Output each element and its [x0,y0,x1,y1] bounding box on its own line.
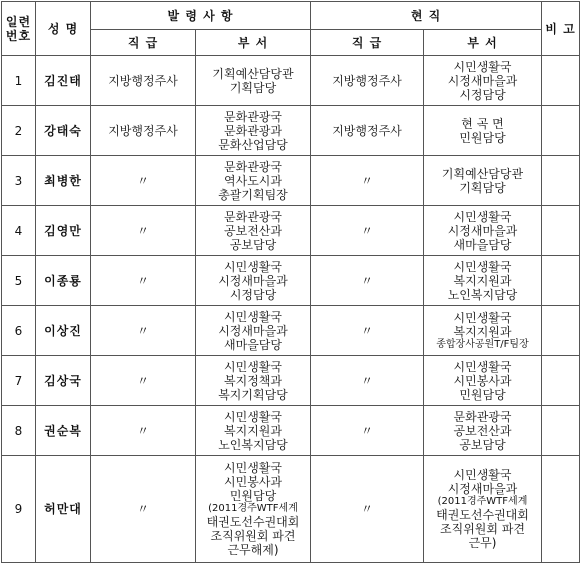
current-dept-line: 시민생활국 [453,359,512,374]
current-dept [424,306,542,356]
before-dept-line: 시민봉사과 [224,475,282,489]
before-dept-line: 시정담당 [229,287,277,302]
current-dept-line: 시정담당 [459,87,506,102]
current-dept [424,106,542,156]
before-dept-line: 문화관광국 [224,209,282,224]
header-serial-line1: 일련 [5,14,32,29]
before-rank: 〃 [91,356,196,406]
before-dept-line: 기획예산담당관 [212,66,294,81]
header-current-dept: 부 서 [424,30,542,56]
current-rank: 〃 [311,356,424,406]
serial-number: 6 [2,306,36,356]
current-dept-line: 공보담당 [459,437,506,452]
before-dept-line: 시민생활국 [224,409,282,424]
current-rank: 〃 [311,306,424,356]
current-dept [424,406,542,456]
current-dept-line: 노인복지담당 [447,287,518,302]
header-serial-line2: 번호 [5,28,32,43]
current-dept-line: (2011경주WTF세계 [437,496,528,507]
current-dept-line: 새마을담당 [453,237,512,252]
current-dept-line: 시정새마을과 [447,73,518,88]
employee-name: 김진태 [36,56,91,106]
current-rank: 지방행정주사 [311,56,424,106]
header-serial [2,2,36,56]
before-dept-line: 시민생활국 [224,259,282,274]
serial-number: 4 [2,206,36,256]
header-current-rank: 직 급 [311,30,424,56]
before-dept-line: 시민생활국 [224,359,282,374]
before-dept-line: 노인복지담당 [218,437,288,452]
before-dept-line: 문화산업담당 [218,137,288,152]
current-dept [424,206,542,256]
before-dept-line: 문화관광국 [224,159,282,174]
employee-name: 허만대 [36,456,91,563]
note [542,306,580,356]
before-dept-line: 시민생활국 [224,309,282,324]
employee-name: 권순복 [36,406,91,456]
before-dept [196,106,311,156]
before-dept-line: 총괄기획팀장 [218,187,288,202]
table-row [2,106,580,156]
current-dept-line: 민원담당 [459,387,506,402]
note [542,156,580,206]
current-dept-line: 시민봉사과 [453,373,512,388]
current-dept-line: 태권도선수권대회 [436,508,529,522]
current-dept [424,456,542,563]
serial-number: 9 [2,456,36,563]
before-dept-line: 민원담당 [229,489,277,503]
before-dept-line: 새마을담당 [224,337,282,352]
before-rank: 〃 [91,206,196,256]
current-rank: 〃 [311,456,424,563]
before-dept [196,356,311,406]
current-dept [424,56,542,106]
before-dept-line: 기획담당 [229,80,277,95]
table-row [2,306,580,356]
before-dept-line: 태권도선수권대회 [206,515,300,529]
table-row [2,156,580,206]
before-dept-line: 역사도시과 [224,173,282,188]
header-before: 발 령 사 항 [91,2,311,30]
current-dept-line: 조직위원회 파견 [440,522,525,536]
current-dept-line: 민원담당 [459,130,506,145]
before-dept [196,56,311,106]
table-row [2,356,580,406]
current-dept-line: 시민생활국 [453,59,512,74]
table-row [2,456,580,563]
current-dept [424,156,542,206]
employee-name: 이종룡 [36,256,91,306]
current-dept-line: 시민생활국 [453,310,512,325]
before-rank: 지방행정주사 [91,56,196,106]
serial-number: 2 [2,106,36,156]
current-dept-line: 시민생활국 [453,209,512,224]
current-dept-line: 종합장사공원T/F팀장 [436,338,529,350]
before-rank: 〃 [91,406,196,456]
before-rank: 〃 [91,156,196,206]
before-dept-line: (2011경주WTF세계 [208,503,298,514]
current-dept-line: 현 곡 면 [461,116,504,131]
current-dept-line: 시정새마을과 [447,223,518,238]
before-dept [196,156,311,206]
current-rank: 〃 [311,256,424,306]
current-dept-line: 문화관광국 [453,409,512,424]
current-dept-line: 시민생활국 [453,259,512,274]
current-dept-line: 복지지원과 [453,273,512,288]
before-dept-line: 공보전산과 [224,223,282,238]
before-rank: 〃 [91,306,196,356]
current-dept-line: 시정새마을과 [447,482,518,496]
current-rank: 〃 [311,406,424,456]
current-dept-line: 기획예산담당관 [441,166,524,181]
serial-number: 5 [2,256,36,306]
note [542,256,580,306]
personnel-table [1,1,580,563]
current-dept [424,256,542,306]
current-rank: 〃 [311,156,424,206]
serial-number: 7 [2,356,36,406]
serial-number: 1 [2,56,36,106]
employee-name: 김상국 [36,356,91,406]
before-dept [196,306,311,356]
note [542,356,580,406]
before-dept-line: 복지정책과 [224,373,282,388]
table-row [2,56,580,106]
before-dept [196,456,311,563]
current-dept [424,356,542,406]
before-dept-line: 문화관광국 [224,109,282,124]
employee-name: 최병한 [36,156,91,206]
current-dept-line: 시민생활국 [453,468,512,482]
header-before-dept: 부 서 [196,30,311,56]
before-dept [196,206,311,256]
header-current: 현 직 [311,2,542,30]
before-dept-line: 복지기획담당 [218,387,288,402]
note [542,206,580,256]
header-note: 비 고 [542,2,580,56]
before-dept-line: 근무해제) [227,543,279,557]
current-dept-line: 공보전산과 [453,423,512,438]
before-rank: 〃 [91,456,196,563]
serial-number: 3 [2,156,36,206]
current-rank: 지방행정주사 [311,106,424,156]
employee-name: 이상진 [36,306,91,356]
before-dept-line: 조직위원회 파견 [210,529,296,543]
before-dept-line: 시정새마을과 [218,273,288,288]
current-dept-line: 복지지원과 [453,324,512,339]
before-dept-line: 시정새마을과 [218,323,288,338]
serial-number: 8 [2,406,36,456]
before-dept-line: 시민생활국 [224,461,282,475]
before-dept-line: 문화관광과 [224,123,282,138]
before-rank: 〃 [91,256,196,306]
before-dept [196,256,311,306]
table-row [2,256,580,306]
before-dept [196,406,311,456]
header-name: 성 명 [36,2,91,56]
before-dept-line: 복지지원과 [224,423,282,438]
table-row [2,406,580,456]
employee-name: 김영만 [36,206,91,256]
before-dept-line: 공보담당 [229,237,277,252]
employee-name: 강태숙 [36,106,91,156]
current-dept-line: 기획담당 [459,180,506,195]
note [542,406,580,456]
current-rank: 〃 [311,206,424,256]
before-rank: 지방행정주사 [91,106,196,156]
table-row [2,206,580,256]
header-before-rank: 직 급 [91,30,196,56]
current-dept-line: 근무) [468,536,497,550]
note [542,456,580,563]
note [542,106,580,156]
note [542,56,580,106]
